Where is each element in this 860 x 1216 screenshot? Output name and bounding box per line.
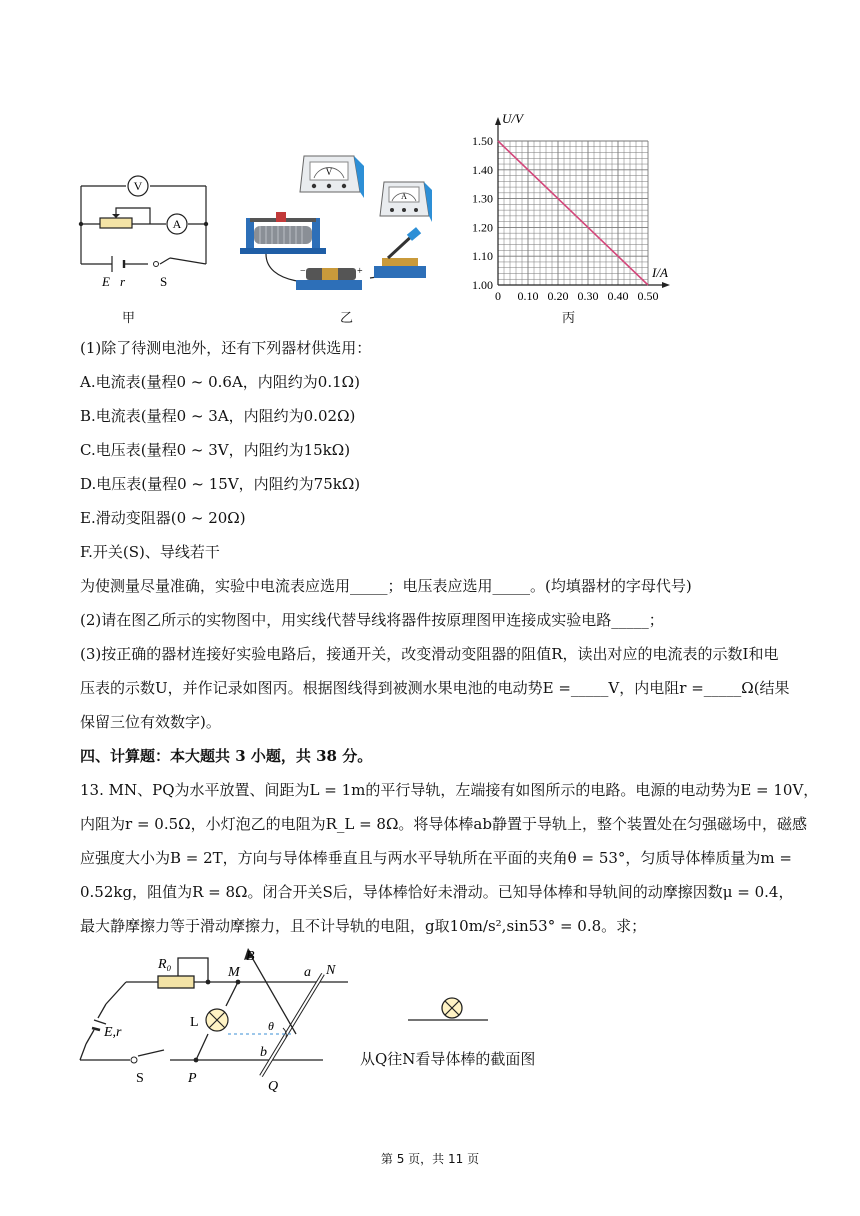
label-B: B — [246, 949, 255, 964]
problem13-line-4: 0.52kg，阻值为R = 8Ω。闭合开关S后，导体棒恰好未滑动。已知导体棒和导轨间的动摩擦因数μ = 0.4， — [80, 883, 794, 901]
rheostat-device — [240, 212, 326, 254]
figure-yi-caption: 乙 — [340, 311, 354, 326]
label-S13: S — [136, 1071, 144, 1086]
x-tick-label: 0.10 — [517, 289, 539, 303]
figure-bing-chart — [460, 106, 680, 306]
y-tick-label: 1.30 — [472, 191, 493, 206]
switch-device — [374, 227, 426, 278]
voltmeter-device — [300, 156, 364, 198]
option-e: E.滑动变阻器(0 ~ 20Ω) — [80, 509, 246, 527]
data-line — [498, 141, 648, 285]
label-P: P — [188, 1071, 197, 1086]
y-tick-label: 1.50 — [472, 134, 493, 148]
figure-bing-caption: 丙 — [562, 311, 576, 326]
label-a: a — [304, 965, 311, 980]
label-b: b — [260, 1045, 267, 1060]
label-theta: θ — [268, 1019, 274, 1033]
label-Er: E,r — [104, 1025, 122, 1040]
x-axis-arrow — [662, 282, 670, 288]
battery-device — [296, 266, 363, 290]
q2-question: (2)请在图乙所示的实物图中，用实线代替导线将器件按原理图甲连接成实验电路_____； — [80, 611, 664, 629]
label-N: N — [326, 963, 336, 978]
y-axis-label: U/V — [502, 111, 523, 126]
y-tick-label: 1.00 — [472, 278, 493, 292]
battery-minus: − — [300, 266, 306, 277]
figure-jia-circuit — [78, 168, 212, 298]
battery-plus: + — [357, 266, 363, 277]
x-tick-label: 0.20 — [547, 289, 569, 303]
y-tick-label: 1.20 — [472, 220, 493, 235]
label-L: L — [190, 1015, 199, 1030]
problem13-line-5: 最大静摩擦力等于滑动摩擦力，且不计导轨的电阻，g取10m/s²,sin53° = 0.8。求； — [80, 917, 647, 935]
label-M: M — [228, 965, 240, 980]
x-tick-label: 0 — [495, 289, 501, 303]
cross-section-caption: 从Q往N看导体棒的截面图 — [360, 1050, 536, 1068]
option-a: A.电流表(量程0 ~ 0.6A，内阻约为0.1Ω) — [80, 373, 360, 391]
label-E: E — [102, 274, 110, 289]
option-b: B.电流表(量程0 ~ 3A，内阻约为0.02Ω) — [80, 407, 356, 425]
q3-line-3: 保留三位有效数字)。 — [80, 713, 221, 731]
ammeter-device — [380, 182, 432, 222]
figure-jia-caption: 甲 — [122, 311, 136, 326]
problem13-line-1: 13. MN、PQ为水平放置、间距为L = 1m的平行导轨，左端接有如图所示的电路。电源的电动势为E = 10V， — [80, 781, 819, 799]
label-S: S — [160, 274, 168, 289]
q1-intro: (1)除了待测电池外，还有下列器材供选用： — [80, 339, 372, 357]
label-r: r — [120, 274, 126, 289]
y-axis-arrow — [495, 117, 501, 125]
x-tick-label: 0.40 — [607, 289, 629, 303]
q3-line-1: (3)按正确的器材连接好实验电路后，接通开关，改变滑动变阻器的阻值R，读出对应的电流表的示数I和电 — [80, 645, 779, 663]
y-tick-label: 1.40 — [472, 162, 493, 177]
section-heading: 四、计算题：本大题共 3 小题，共 38 分。 — [80, 747, 373, 765]
option-c: C.电压表(量程0 ~ 3V，内阻约为15kΩ) — [80, 441, 351, 459]
ammeter-symbol: A — [172, 217, 182, 231]
label-Q: Q — [268, 1079, 279, 1094]
ammeter-label: A — [401, 192, 407, 201]
x-tick-label: 0.50 — [637, 289, 659, 303]
y-tick-label: 1.10 — [472, 249, 493, 264]
figure-yi-apparatus — [236, 148, 436, 296]
voltmeter-label: V — [325, 167, 333, 177]
x-tick-label: 0.30 — [577, 289, 599, 303]
figure-13-rail-circuit — [78, 944, 368, 1094]
q1-question: 为使测量尽量准确，实验中电流表应选用_____；电压表应选用_____。(均填器材的字母代号) — [80, 577, 692, 595]
voltmeter-symbol: V — [133, 179, 143, 193]
x-axis-label: I/A — [652, 265, 668, 280]
q3-line-2: 压表的示数U，并作记录如图丙。根据图线得到被测水果电池的电动势E =_____V，内电阻r =_____Ω(结果 — [80, 679, 790, 697]
problem13-line-3: 应强度大小为B = 2T，方向与导体棒垂直且与两水平导轨所在平面的夹角θ = 53°，匀质导体棒质量为m = — [80, 849, 792, 867]
option-d: D.电压表(量程0 ~ 15V，内阻约为75kΩ) — [80, 475, 361, 493]
problem13-line-2: 内阻为r = 0.5Ω，小灯泡乙的电阻为R_L = 8Ω。将导体棒ab静置于导轨上，整个装置处在匀强磁场中，磁感 — [80, 815, 807, 833]
label-R0: R₀ — [158, 957, 172, 972]
page-footer: 第 5 页，共 11 页 — [380, 1152, 480, 1166]
option-f: F.开关(S)、导线若干 — [80, 543, 220, 561]
figure-13-cross-section — [408, 994, 490, 1030]
